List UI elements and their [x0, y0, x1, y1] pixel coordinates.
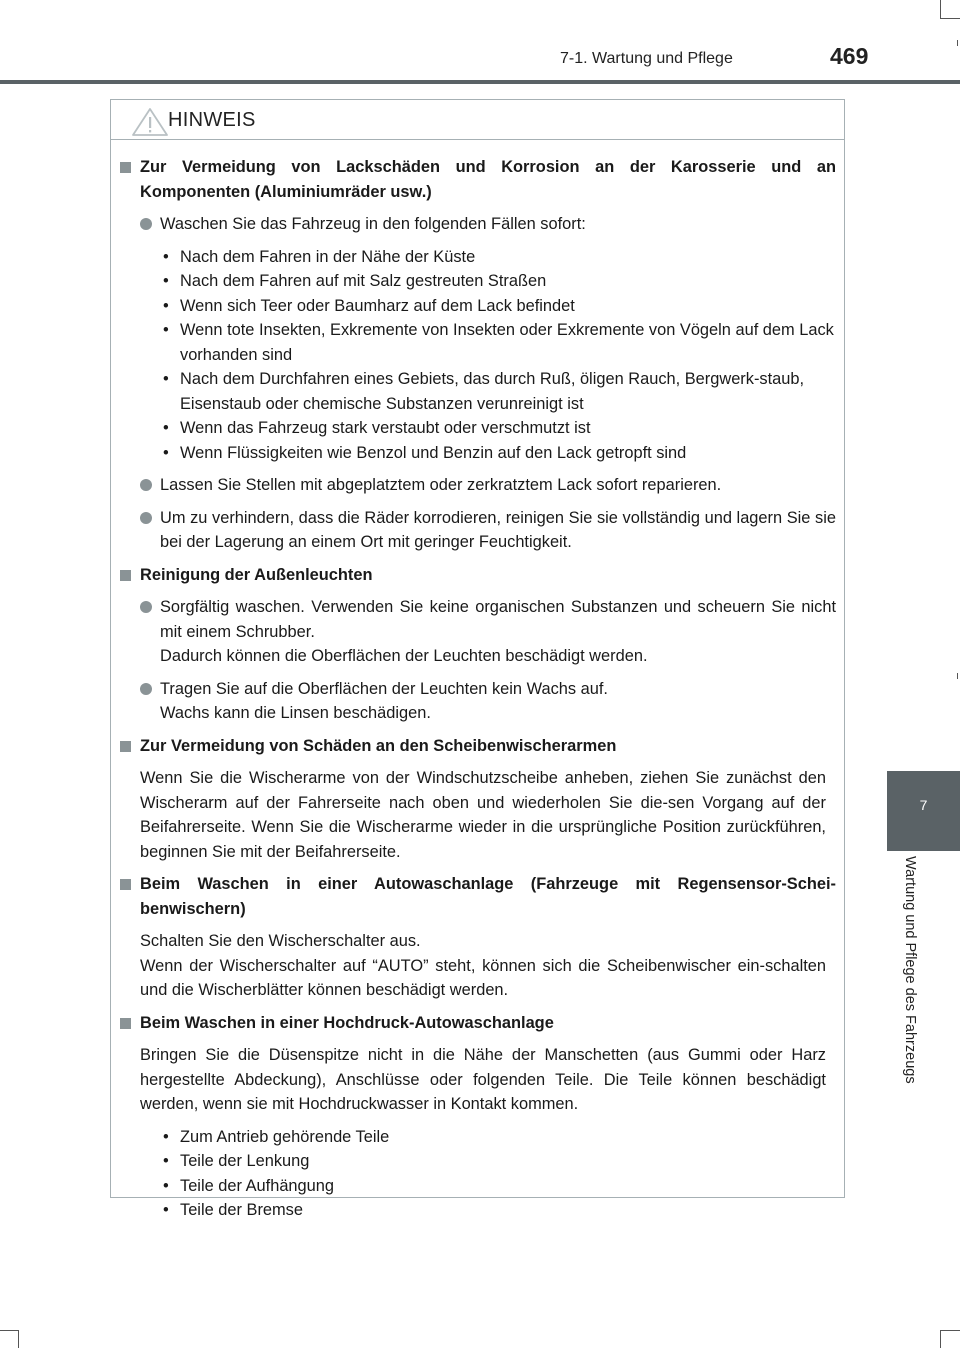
list-item: • Zum Antrieb gehörende Teile — [163, 1127, 390, 1146]
section-heading: Beim Waschen in einer Autowaschanlage (Fahrzeuge mit Regensensor-Schei-benwischern) — [120, 872, 836, 921]
square-bullet-icon — [120, 879, 131, 890]
list-item: • Nach dem Fahren in der Nähe der Küste — [163, 247, 476, 266]
list-item: Sorgfältig waschen. Verwenden Sie keine organischen Substanzen und scheuern Sie nicht mit einem Schrubber. Dadurch können die Oberflächen der Leuchten beschädigt werden. — [140, 595, 836, 669]
header-rule — [0, 80, 960, 84]
chapter-label: Wartung und Pflege des Fahrzeugs — [902, 856, 918, 1084]
list-item: Um zu verhindern, dass die Räder korrodieren, reinigen Sie sie vollständig und lagern Sie sie bei der Lagerung an einem Ort mit geringer Feuchtigkeit. — [140, 506, 836, 555]
notice-header — [111, 100, 844, 140]
list-item: • Teile der Lenkung — [163, 1152, 310, 1170]
crop-mark — [0, 1330, 18, 1331]
section-heading: Reinigung der Außenleuchten — [120, 563, 836, 588]
circle-bullet-icon — [140, 512, 152, 524]
list-item: • Wenn tote Insekten, Exkremente von Insekten oder Exkremente von Vögeln auf dem Lack vorhanden sind — [163, 321, 834, 364]
paragraph: Bringen Sie die Düsenspitze nicht in die Nähe der Manschetten (aus Gummi oder Harz hergestellte Abdeckung), Anschlüsse oder folgenden Teile. Die Teile können beschädigt werden, wenn sie mit Hochdruckwasser in Kontakt kommen. — [140, 1046, 826, 1113]
list-item: • Wenn sich Teer oder Baumharz auf dem Lack befindet — [163, 296, 575, 315]
paragraph: Schalten Sie den Wischerschalter aus. Wenn der Wischerschalter auf “AUTO” steht, können sich die Scheibenwischer ein-schalten und die Wischerblätter können beschädigt werden. — [140, 932, 826, 999]
section-heading: Zur Vermeidung von Lackschäden und Korrosion an der Karosserie und an Komponenten (Aluminiumräder usw.) — [120, 155, 836, 204]
list-item: • Teile der Aufhängung — [163, 1176, 335, 1195]
list-item: • Teile der Bremse — [163, 1201, 303, 1219]
square-bullet-icon — [120, 741, 131, 752]
circle-bullet-icon — [140, 218, 152, 230]
list-item: Tragen Sie auf die Oberflächen der Leuchten kein Wachs auf. Wachs kann die Linsen beschädigen. — [140, 677, 836, 726]
bullet-list — [160, 245, 836, 466]
notice-content — [111, 140, 844, 1223]
list-item: • Nach dem Durchfahren eines Gebiets, das durch Ruß, öligen Rauch, Bergwerk-staub, Eisenstaub oder chemische Substanzen verunreinigt ist — [163, 370, 805, 413]
notice-title: HINWEIS — [168, 109, 256, 131]
square-bullet-icon — [120, 162, 131, 173]
section-title: 7-1. Wartung und Pflege — [560, 50, 733, 67]
circle-bullet-icon — [140, 683, 152, 695]
circle-bullet-icon — [140, 601, 152, 613]
warning-triangle-icon — [131, 107, 171, 137]
chapter-tab — [887, 771, 960, 851]
square-bullet-icon — [120, 570, 131, 581]
crop-mark — [940, 0, 941, 18]
square-bullet-icon — [120, 1018, 131, 1029]
circle-bullet-icon — [140, 479, 152, 491]
crop-mark — [940, 1330, 960, 1331]
crop-mark — [940, 18, 960, 19]
crop-mark — [957, 40, 958, 46]
paragraph: Wenn Sie die Wischerarme von der Windschutzscheibe anheben, ziehen Sie zunächst den Wischerarm auf der Fahrerseite nach oben und wiederholen Sie die-sen Vorgang auf der Beifahrerseite. Wenn Sie die Wischerarme wieder in die ursprüngliche Position zurückführen, beginnen Sie mit der Beifahrerseite. — [140, 769, 826, 861]
list-item: • Nach dem Fahren auf mit Salz gestreuten Straßen — [163, 272, 547, 290]
list-item: Waschen Sie das Fahrzeug in den folgenden Fällen sofort: — [140, 212, 836, 237]
page-number: 469 — [830, 43, 869, 69]
list-item: • Wenn das Fahrzeug stark verstaubt oder verschmutzt ist — [163, 419, 591, 437]
notice-box — [110, 99, 845, 1219]
crop-mark — [957, 673, 958, 679]
crop-mark — [18, 1330, 19, 1348]
chapter-label-wrap — [887, 856, 927, 1146]
section-heading: Beim Waschen in einer Hochdruck-Autowaschanlage — [120, 1011, 836, 1036]
section-heading: Zur Vermeidung von Schäden an den Scheibenwischerarmen — [120, 734, 836, 759]
chapter-number: 7 — [919, 797, 928, 813]
crop-mark — [940, 1330, 941, 1348]
list-item: • Wenn Flüssigkeiten wie Benzol und Benzin auf den Lack getropft sind — [163, 443, 687, 462]
bullet-list — [160, 1125, 836, 1223]
list-item: Lassen Sie Stellen mit abgeplatztem oder zerkratztem Lack sofort reparieren. — [140, 473, 836, 498]
